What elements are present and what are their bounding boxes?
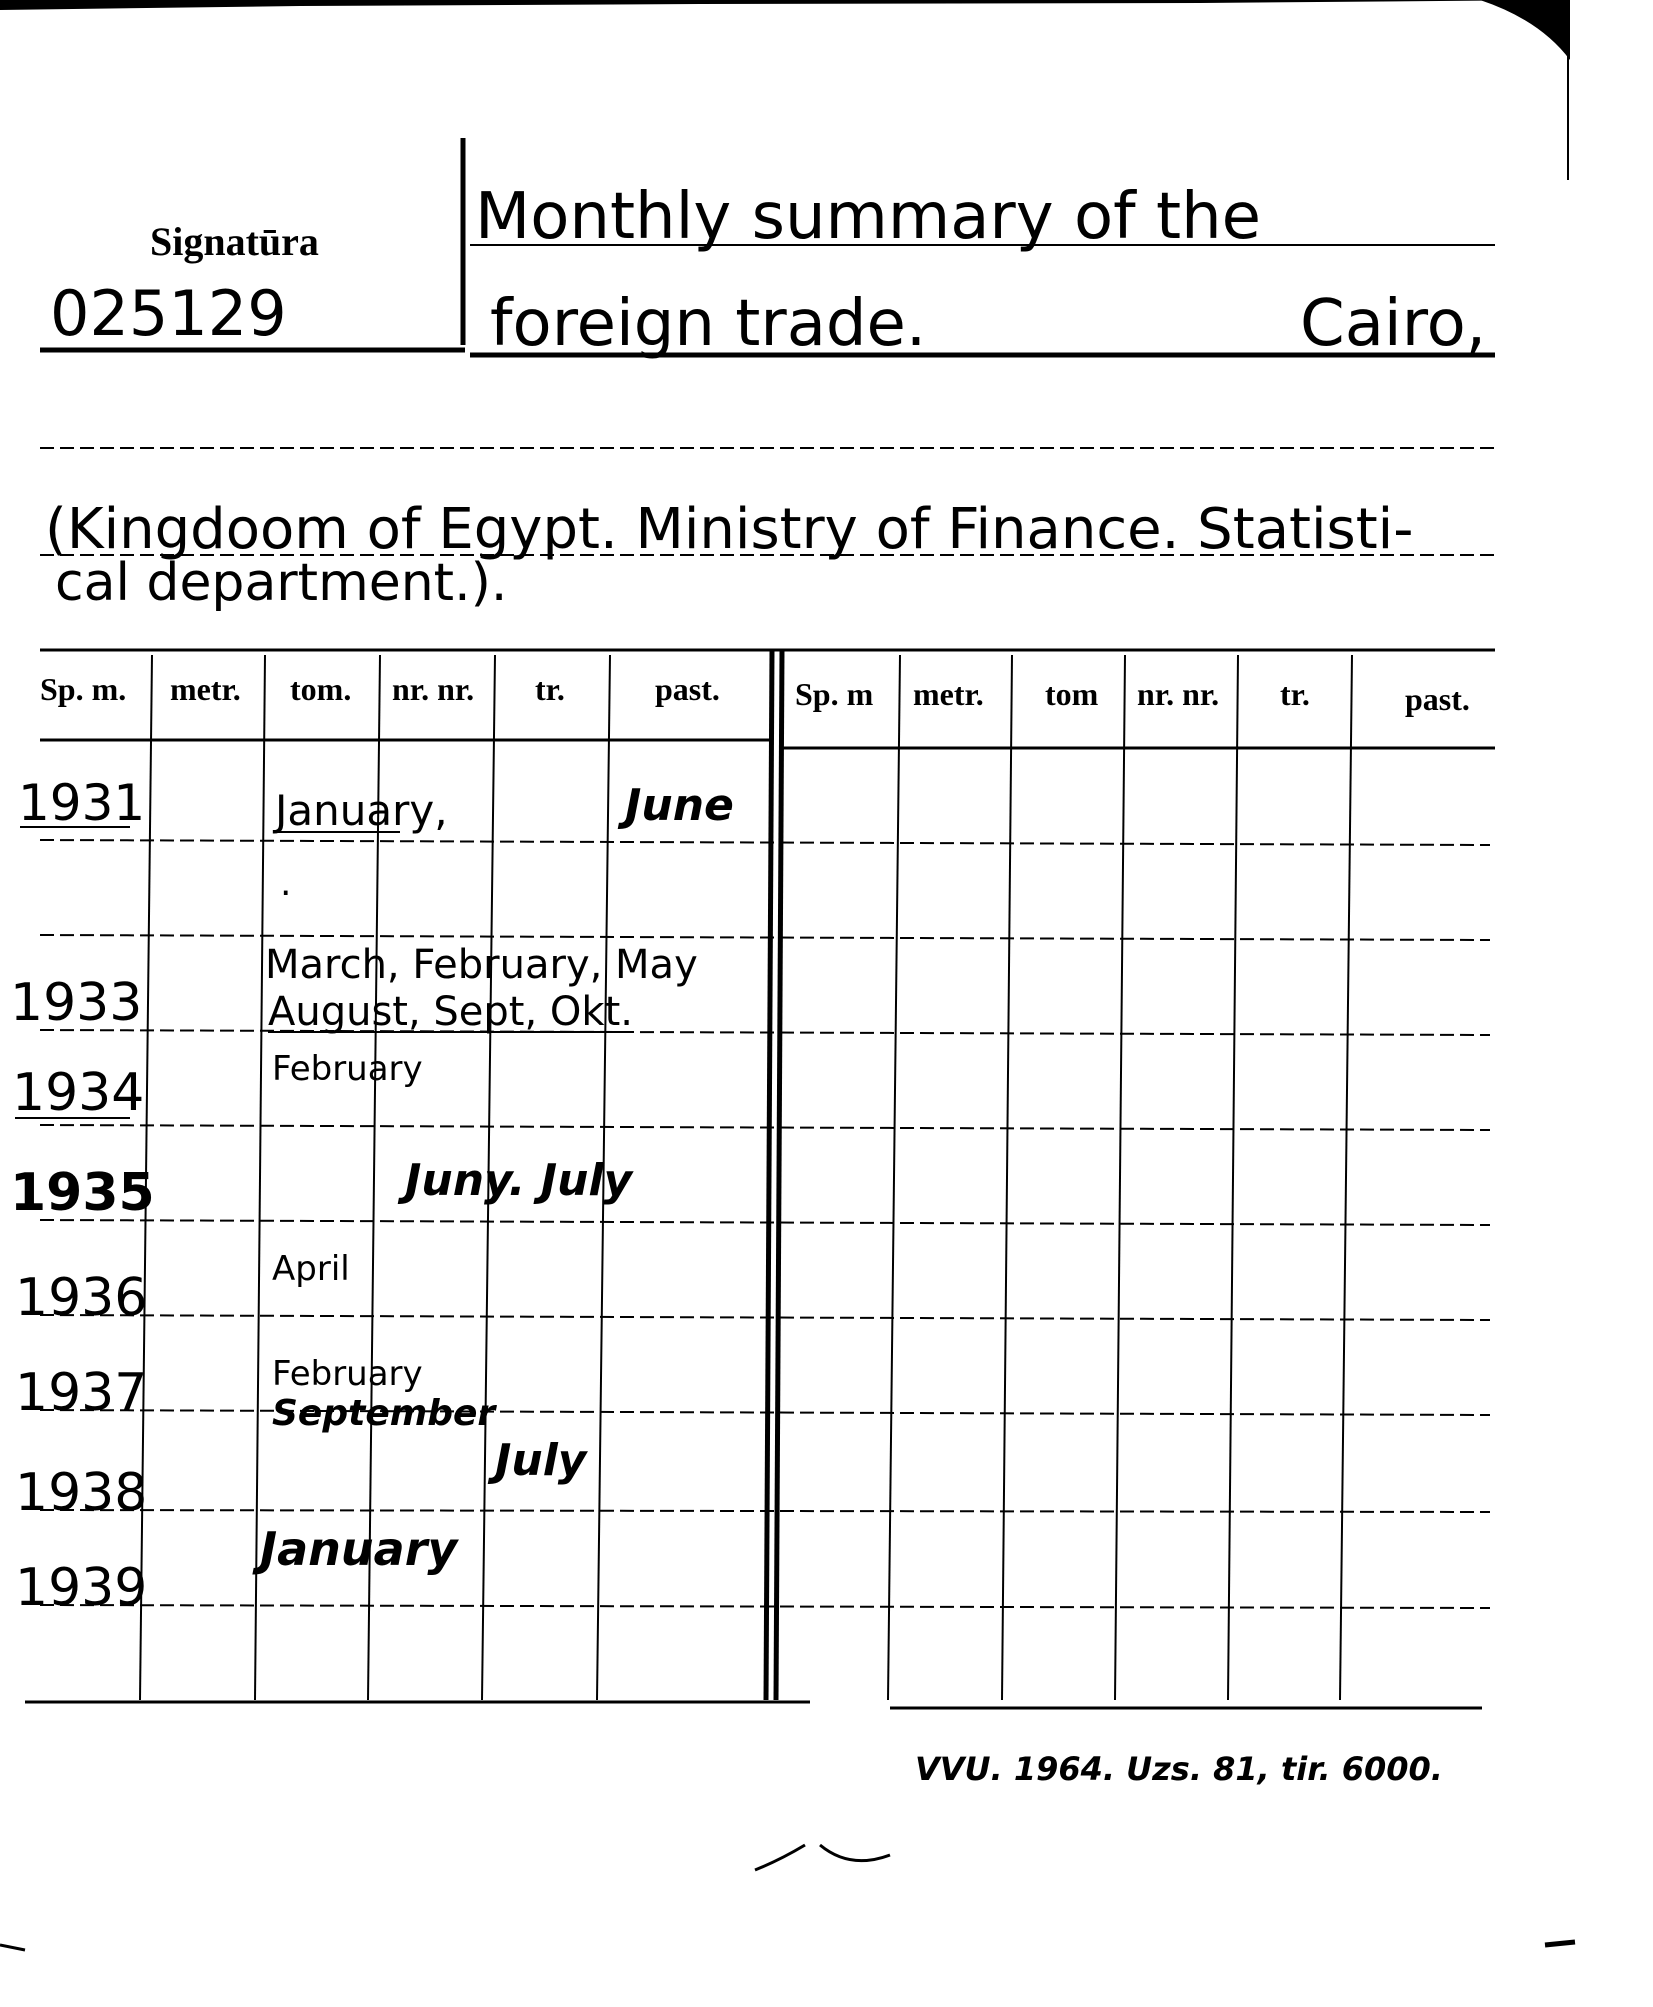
scan-mark-left — [0, 1945, 25, 1950]
header-left-past: past. — [655, 671, 720, 707]
entry-1934-tom: February — [272, 1049, 423, 1089]
right-col-1 — [888, 655, 900, 1700]
signature-number: 025129 — [50, 277, 287, 350]
scan-edge-top — [0, 0, 1560, 10]
header-right-tr: tr. — [1280, 676, 1310, 712]
header-left-tom: tom. — [290, 671, 352, 707]
center-divider-a — [766, 650, 772, 1700]
year-1935: 1935 — [10, 1163, 155, 1223]
year-1937: 1937 — [15, 1363, 148, 1423]
row-rule — [40, 840, 1490, 845]
scan-mark-bottom — [755, 1845, 890, 1870]
entry-1931-tom: January, — [275, 786, 448, 835]
scan-edge-right — [1480, 0, 1570, 60]
right-col-4 — [1228, 655, 1238, 1700]
header-right-tom: tom — [1045, 676, 1099, 712]
center-divider-b — [776, 650, 782, 1700]
entry-1937-tom: February — [272, 1354, 423, 1394]
right-col-3 — [1115, 655, 1125, 1700]
header-left-tr: tr. — [535, 671, 565, 707]
print-info: VVU. 1964. Uzs. 81, tir. 6000. — [915, 1750, 1443, 1788]
entry-1933-tom2: August, Sept, Okt. — [268, 989, 633, 1035]
entry-1937-tom2: September — [272, 1393, 496, 1434]
entry-1938-tr: July — [495, 1435, 587, 1486]
header-left-metr: metr. — [170, 671, 241, 707]
row-rule — [40, 1125, 1490, 1130]
year-1938: 1938 — [15, 1463, 148, 1523]
header-left-nrnr: nr. nr. — [392, 671, 475, 707]
entry-1935-nr: Juny. July — [405, 1155, 633, 1206]
publisher-line2: cal department.). — [55, 553, 508, 613]
entry-1936-tom: April — [272, 1249, 350, 1289]
entry-1931-past: June — [625, 780, 734, 831]
header-left-spm: Sp. m. — [40, 671, 127, 707]
card-title-line2-left: foreign trade. — [490, 287, 927, 361]
right-col-2 — [1002, 655, 1012, 1700]
row-rule — [40, 1315, 1490, 1320]
entry-1932-dot: . — [280, 863, 292, 904]
row-rule — [40, 1030, 1490, 1035]
year-1939: 1939 — [15, 1558, 148, 1618]
publisher-line1: (Kingdoom of Egypt. Ministry of Finance. Statisti- — [45, 497, 1414, 562]
row-rule — [40, 1220, 1490, 1225]
header-right-past: past. — [1405, 681, 1470, 717]
right-col-5 — [1340, 655, 1352, 1700]
card-title-line2-right: Cairo, — [1300, 287, 1487, 361]
year-1934: 1934 — [12, 1063, 145, 1123]
scan-mark-right — [1545, 1942, 1575, 1945]
header-right-nrnr: nr. nr. — [1137, 676, 1220, 712]
year-1931: 1931 — [18, 774, 146, 832]
header-right-metr: metr. — [913, 676, 984, 712]
year-1936: 1936 — [15, 1268, 148, 1328]
signature-label: Signatūra — [150, 219, 319, 264]
row-rule — [40, 935, 1490, 940]
card-title-line1: Monthly summary of the — [475, 180, 1261, 254]
header-right-spm: Sp. m — [795, 676, 874, 712]
entry-1933-tom: March, February, May — [265, 942, 698, 988]
entry-1939-tom: January — [260, 1522, 458, 1576]
year-1933: 1933 — [10, 973, 143, 1033]
